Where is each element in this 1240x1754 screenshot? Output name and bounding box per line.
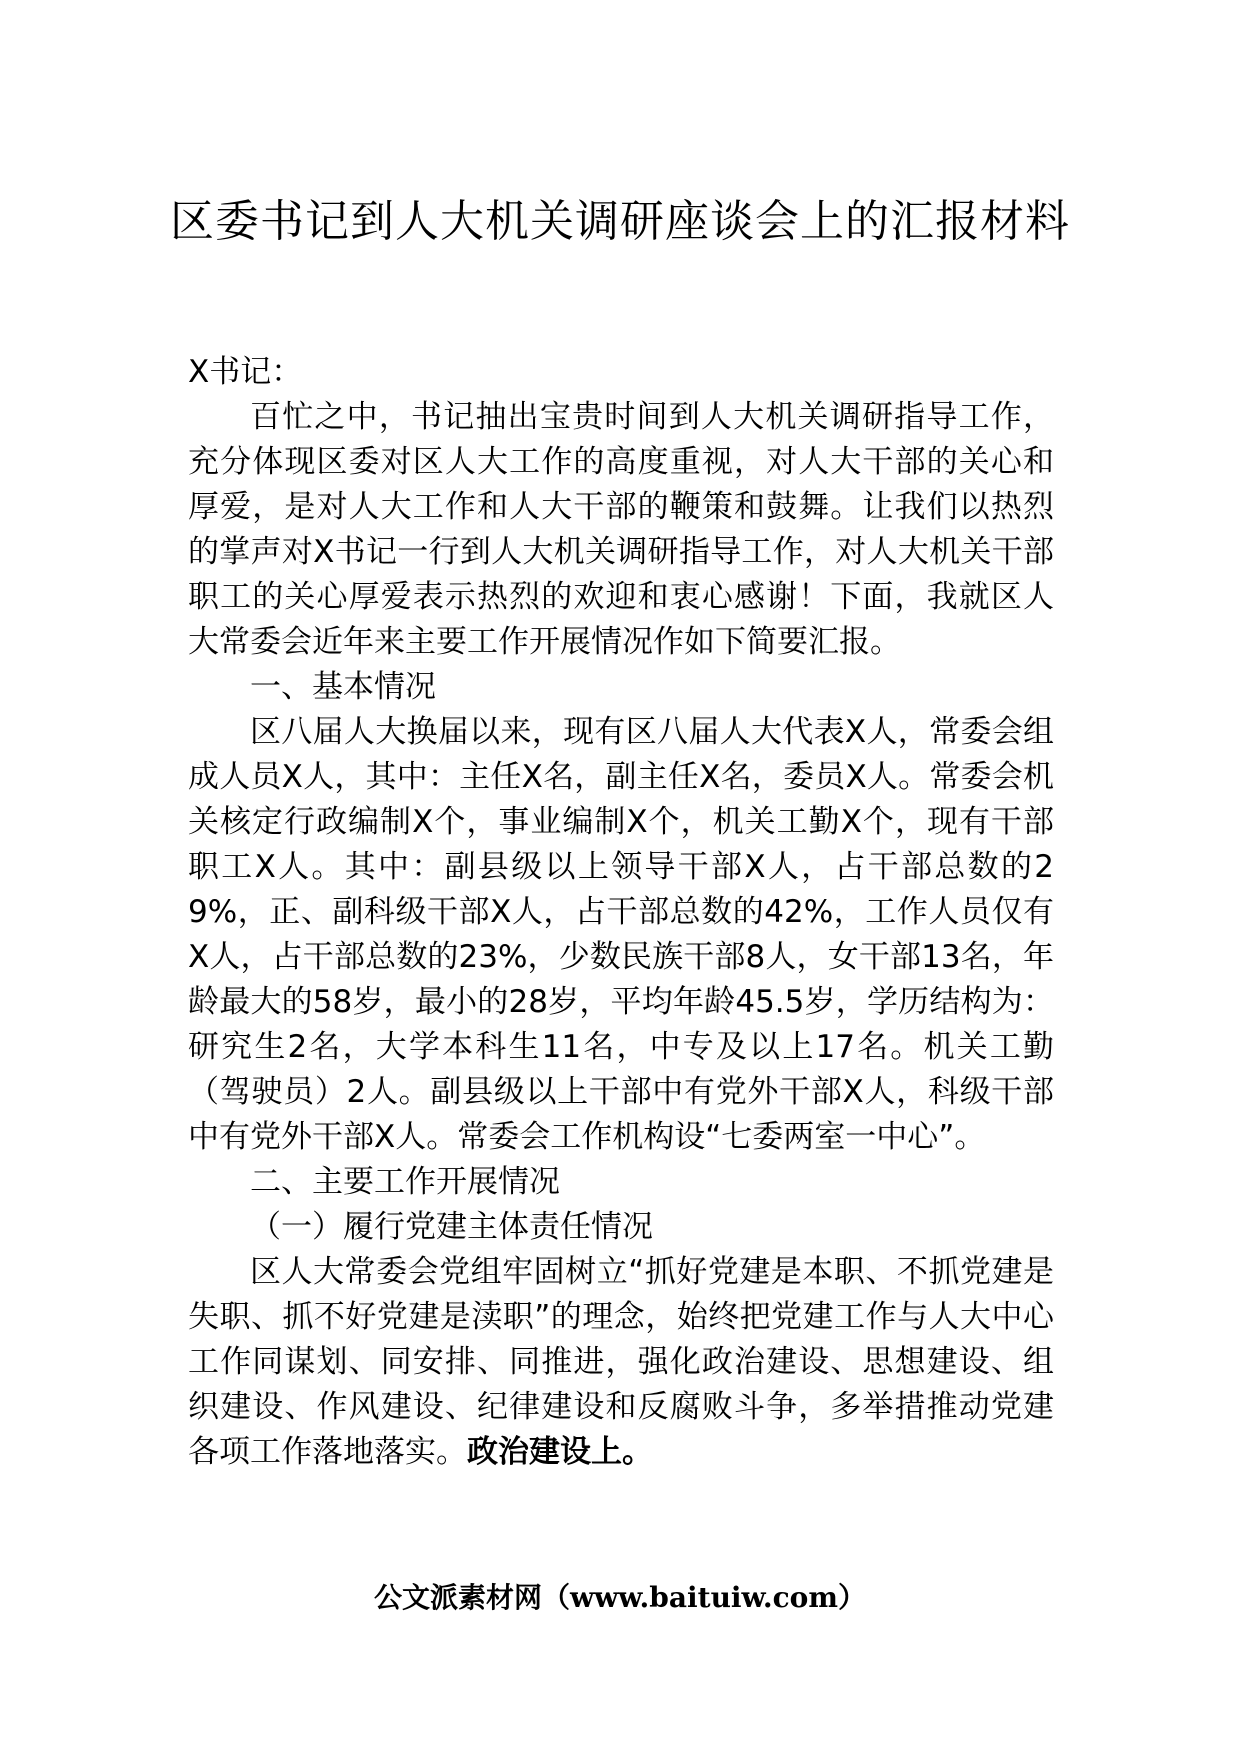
bold-subheading: 政治建设上。 [467, 1434, 653, 1470]
paragraph-party-building [188, 1250, 1054, 1475]
paragraph-basic-info: 区八届人大换届以来，现有区八届人大代表X人，常委会组成人员X人，其中：主任X名，副主任X名，委员X人。常委会机关核定行政编制X个，事业编制X个，机关工勤X个，现有干部职工X人。其中：副县级以上领导干部X人，占干部总数的29%，正、副科级干部X人，占干部总数的42%，工作人员仅有X人，占干部总数的23%，少数民族干部8人，女干部13名，年龄最大的58岁，最小的28岁，平均年龄45.5岁，学历结构为：研究生2名，大学本科生11名，中专及以上17名。机关工勤（驾驶员）2人。副县级以上干部中有党外干部X人，科级干部中有党外干部X人。常委会工作机构设“七委两室一中心”。 [188, 714, 1054, 1155]
paragraph-opening: 百忙之中，书记抽出宝贵时间到人大机关调研指导工作，充分体现区委对区人大工作的高度重视，对人大干部的关心和厚爱，是对人大工作和人大干部的鞭策和鼓舞。让我们以热烈的掌声对X书记一行到人大机关调研指导工作，对人大机关干部职工的关心厚爱表示热烈的欢迎和衷心感谢！下面，我就区人大常委会近年来主要工作开展情况作如下简要汇报。 [188, 399, 1054, 660]
salutation: X书记： [188, 354, 303, 390]
footer-watermark: 公文派素材网（www.baituiw.com） [374, 1581, 866, 1614]
section-heading-main-work: 二、主要工作开展情况 [250, 1164, 560, 1200]
subsection-heading-party-building: （一）履行党建主体责任情况 [250, 1209, 653, 1245]
document-body [188, 350, 1054, 1475]
paragraph-party-building-text: 区人大常委会党组牢固树立“抓好党建是本职、不抓党建是失职、抓不好党建是渎职”的理念，始终把党建工作与人大中心工作同谋划、同安排、同推进，强化政治建设、思想建设、组织建设、作风建设、纪律建设和反腐败斗争，多举措推动党建各项工作落地落实。 [188, 1254, 1054, 1470]
document-title: 区委书记到人大机关调研座谈会上的汇报材料 [170, 196, 1070, 247]
section-heading-basic: 一、基本情况 [250, 669, 436, 705]
